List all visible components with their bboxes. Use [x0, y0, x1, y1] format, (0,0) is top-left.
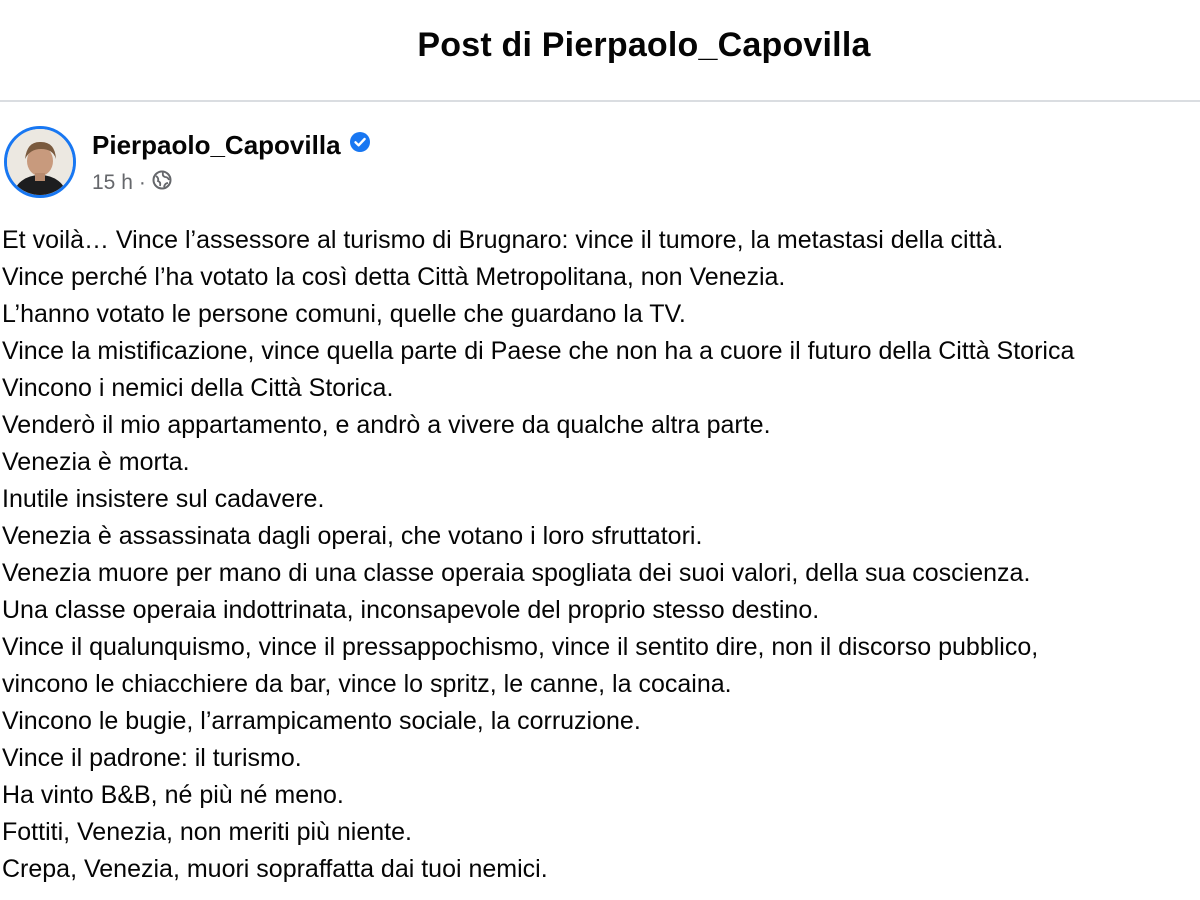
post-text-line: L’hanno votato le persone comuni, quelle che guardano la TV.: [2, 300, 686, 328]
author-name[interactable]: Pierpaolo_Capovilla: [92, 130, 341, 160]
avatar-photo: [7, 129, 73, 195]
post-text-line: Inutile insistere sul cadavere.: [2, 485, 325, 513]
page-title: Post di Pierpaolo_Capovilla: [417, 26, 871, 64]
post-text-line: Ha vinto B&B, né più né meno.: [2, 781, 344, 809]
verified-badge-icon: [349, 129, 371, 160]
meta-separator: ·: [138, 171, 146, 194]
post-text-line: Vincono le bugie, l’arrampicamento sociale, la corruzione.: [2, 707, 641, 735]
post-text-line: Venezia è morta.: [2, 448, 190, 476]
post-text-line: Vince la mistificazione, vince quella parte di Paese che non ha a cuore il futuro della Città Storica: [2, 337, 1075, 365]
post-text-line: Venderò il mio appartamento, e andrò a vivere da qualche altra parte.: [2, 411, 771, 439]
post-text-line: Vincono i nemici della Città Storica.: [2, 374, 394, 402]
page-header: [0, 0, 1200, 102]
post-text-line: Venezia è assassinata dagli operai, che votano i loro sfruttatori.: [2, 522, 703, 550]
post-text-line: Vince il padrone: il turismo.: [2, 744, 302, 772]
globe-icon[interactable]: [152, 170, 172, 196]
post-text-line: Vince il qualunquismo, vince il pressappochismo, vince il sentito dire, non il discorso pubblico,: [2, 633, 1039, 661]
avatar[interactable]: [4, 126, 76, 198]
post-time[interactable]: 15 h: [92, 171, 133, 194]
post-text-line: vincono le chiacchiere da bar, vince lo spritz, le canne, la cocaina.: [2, 670, 732, 698]
post-text-line: Venezia muore per mano di una classe operaia spogliata dei suoi valori, della sua coscienza.: [2, 559, 1031, 587]
post-text-line: Crepa, Venezia, muori sopraffatta dai tuoi nemici.: [2, 855, 548, 883]
post-text-line: Vince perché l’ha votato la così detta Città Metropolitana, non Venezia.: [2, 263, 786, 291]
post-body: [2, 222, 1200, 888]
author-name-row: [92, 130, 371, 161]
post-text-line: Una classe operaia indottrinata, inconsapevole del proprio stesso destino.: [2, 596, 820, 624]
post-text-line: Fottiti, Venezia, non meriti più niente.: [2, 818, 412, 846]
post-text-line: Et voilà… Vince l’assessore al turismo di Brugnaro: vince il tumore, la metastasi della città.: [2, 226, 1004, 254]
post-meta: [92, 170, 172, 196]
